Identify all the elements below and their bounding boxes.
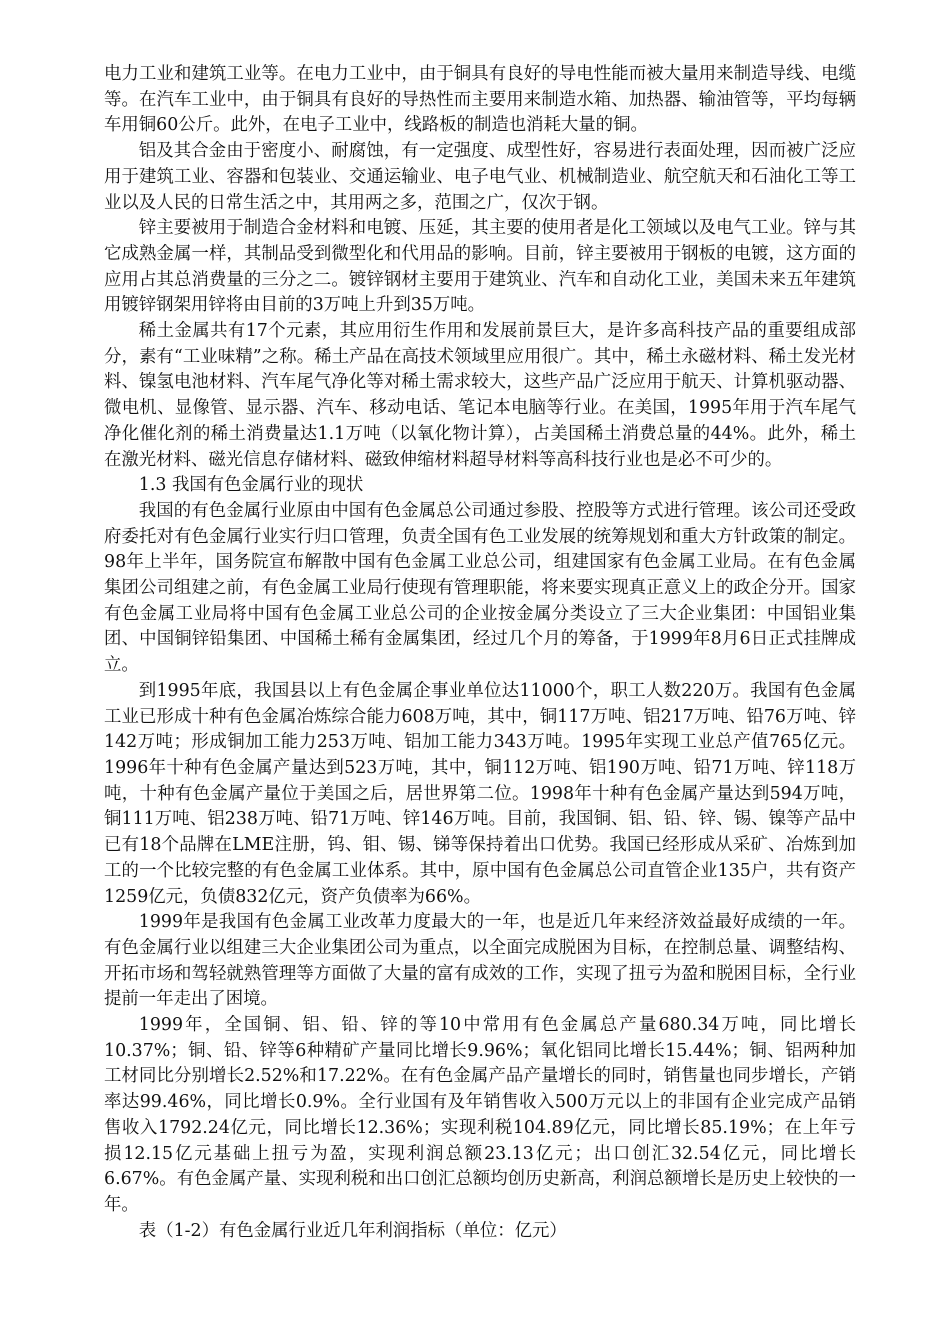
paragraph-aluminum: 铝及其合金由于密度小、耐腐蚀，有一定强度、成型性好，容易进行表面处理，因而被广泛应用于建筑工业、容器和包装业、交通运输业、电子电气业、机械制造业、航空航天和石油化工等工业以及人民的日常生活之中，其用两之多，范围之广，仅次于钢。 bbox=[104, 141, 856, 213]
paragraph-1999-reform: 1999年是我国有色金属工业改革力度最大的一年，也是近几年来经济效益最好成绩的一年。有色金属行业以组建三大企业集团公司为重点，以全面完成脱困为目标，在控制总量、调整结构、开拓市场和驾轻就熟管理等方面做了大量的富有成效的工作，实现了扭亏为盈和脱困目标，全行业提前一年走出了困境。 bbox=[104, 912, 856, 1010]
paragraph-industry-scale: 到1995年底，我国县以上有色金属企事业单位达11000个，职工人数220万。我国有色金属工业已形成十种有色金属冶炼综合能力608万吨，其中，铜117万吨、铝217万吨、铅76万吨、锌142万吨；形成铜加工能力253万吨、铝加工能力343万吨。1995年实现工业总产值765亿元。1996年十种有色金属产量达到523万吨，其中，铜112万吨、铝190万吨、铅71万吨、锌118万吨，十种有色金属产量位于美国之后，居世界第二位。1998年十种有色金属产量达到594万吨，铜111万吨、铝238万吨、铅71万吨、锌146万吨。目前，我国铜、铝、铅、锌、锡、镍等产品中已有18个品牌在LME注册，钨、钼、锡、锑等保持着出口优势。我国已经形成从采矿、冶炼到加工的一个比较完整的有色金属工业体系。其中，原中国有色金属总公司直管企业135户，共有资产1259亿元，负债832亿元，资产负债率为66%。 bbox=[104, 680, 856, 907]
paragraph-rare-earth: 稀土金属共有17个元素，其应用衍生作用和发展前景巨大，是许多高科技产品的重要组成部分，素有“工业味精”之称。稀土产品在高技术领域里应用很广。其中，稀土永磁材料、稀土发光材料、镍氢电池材料、汽车尾气净化等对稀土需求较大，这些产品广泛应用于航天、计算机驱动器、微电机、显像管、显示器、汽车、移动电话、笔记本电脑等行业。在美国，1995年用于汽车尾气净化催化剂的稀土消费量达1.1万吨（以氧化物计算），占美国稀土消费总量的44%。此外，稀土在激光材料、磁光信息存储材料、磁致伸缩材料超导材料等高科技行业也是必不可少的。 bbox=[104, 321, 856, 470]
table-caption: 表（1-2）有色金属行业近几年利润指标（单位：亿元） bbox=[138, 1220, 567, 1241]
section-heading: 1.3 我国有色金属行业的现状 bbox=[138, 475, 364, 496]
document-page bbox=[104, 62, 856, 1244]
paragraph-1999-statistics: 1999年，全国铜、铝、铅、锌的等10中常用有色金属总产量680.34万吨，同比增长10.37%；铜、铅、锌等6种精矿产量同比增长9.96%；氧化铝同比增长15.44%；铜、铝两种加工材同比分别增长2.52%和17.22%。在有色金属产品产量增长的同时，销售量也同步增长，产销率达99.46%，同比增长0.9%。全行业国有及年销售收入500万元以上的非国有企业完成产品销售收入1792.24亿元，同比增长12.36%；实现利税104.89亿元，同比增长85.19%；在上年亏损12.15亿元基础上扭亏为盈，实现利润总额23.13亿元；出口创汇32.54亿元，同比增长6.67%。有色金属产量、实现利税和出口创汇总额均创历史新高，利润总额增长是历史上较快的一年。 bbox=[104, 1015, 856, 1215]
paragraph-copper-uses: 电力工业和建筑工业等。在电力工业中，由于铜具有良好的导电性能而被大量用来制造导线、电缆等。在汽车工业中，由于铜具有良好的导热性而主要用来制造水箱、加热器、输油管等，平均每辆车用铜60公斤。此外，在电子工业中，线路板的制造也消耗大量的铜。 bbox=[104, 64, 856, 136]
paragraph-industry-management: 我国的有色金属行业原由中国有色金属总公司通过参股、控股等方式进行管理。该公司还受政府委托对有色金属行业实行归口管理，负责全国有色工业发展的统筹规划和重大方针政策的制定。98年上半年，国务院宣布解散中国有色金属工业总公司，组建国家有色金属工业局。在有色金属集团公司组建之前，有色金属工业局行使现有管理职能，将来要实现真正意义上的政企分开。国家有色金属工业局将中国有色金属工业总公司的企业按金属分类设立了三大企业集团：中国铝业集团、中国铜锌铅集团、中国稀土稀有金属集团，经过几个月的筹备，于1999年8月6日正式挂牌成立。 bbox=[104, 500, 856, 676]
paragraph-zinc: 锌主要被用于制造合金材料和电镀、压延，其主要的使用者是化工领域以及电气工业。锌与其它成熟金属一样，其制品受到微型化和代用品的影响。目前，锌主要被用于钢板的电镀，这方面的应用占其总消费量的三分之二。镀锌钢材主要用于建筑业、汽车和自动化工业，美国未来五年建筑用镀锌钢架用锌将由目前的3万吨上升到35万吨。 bbox=[104, 218, 856, 316]
